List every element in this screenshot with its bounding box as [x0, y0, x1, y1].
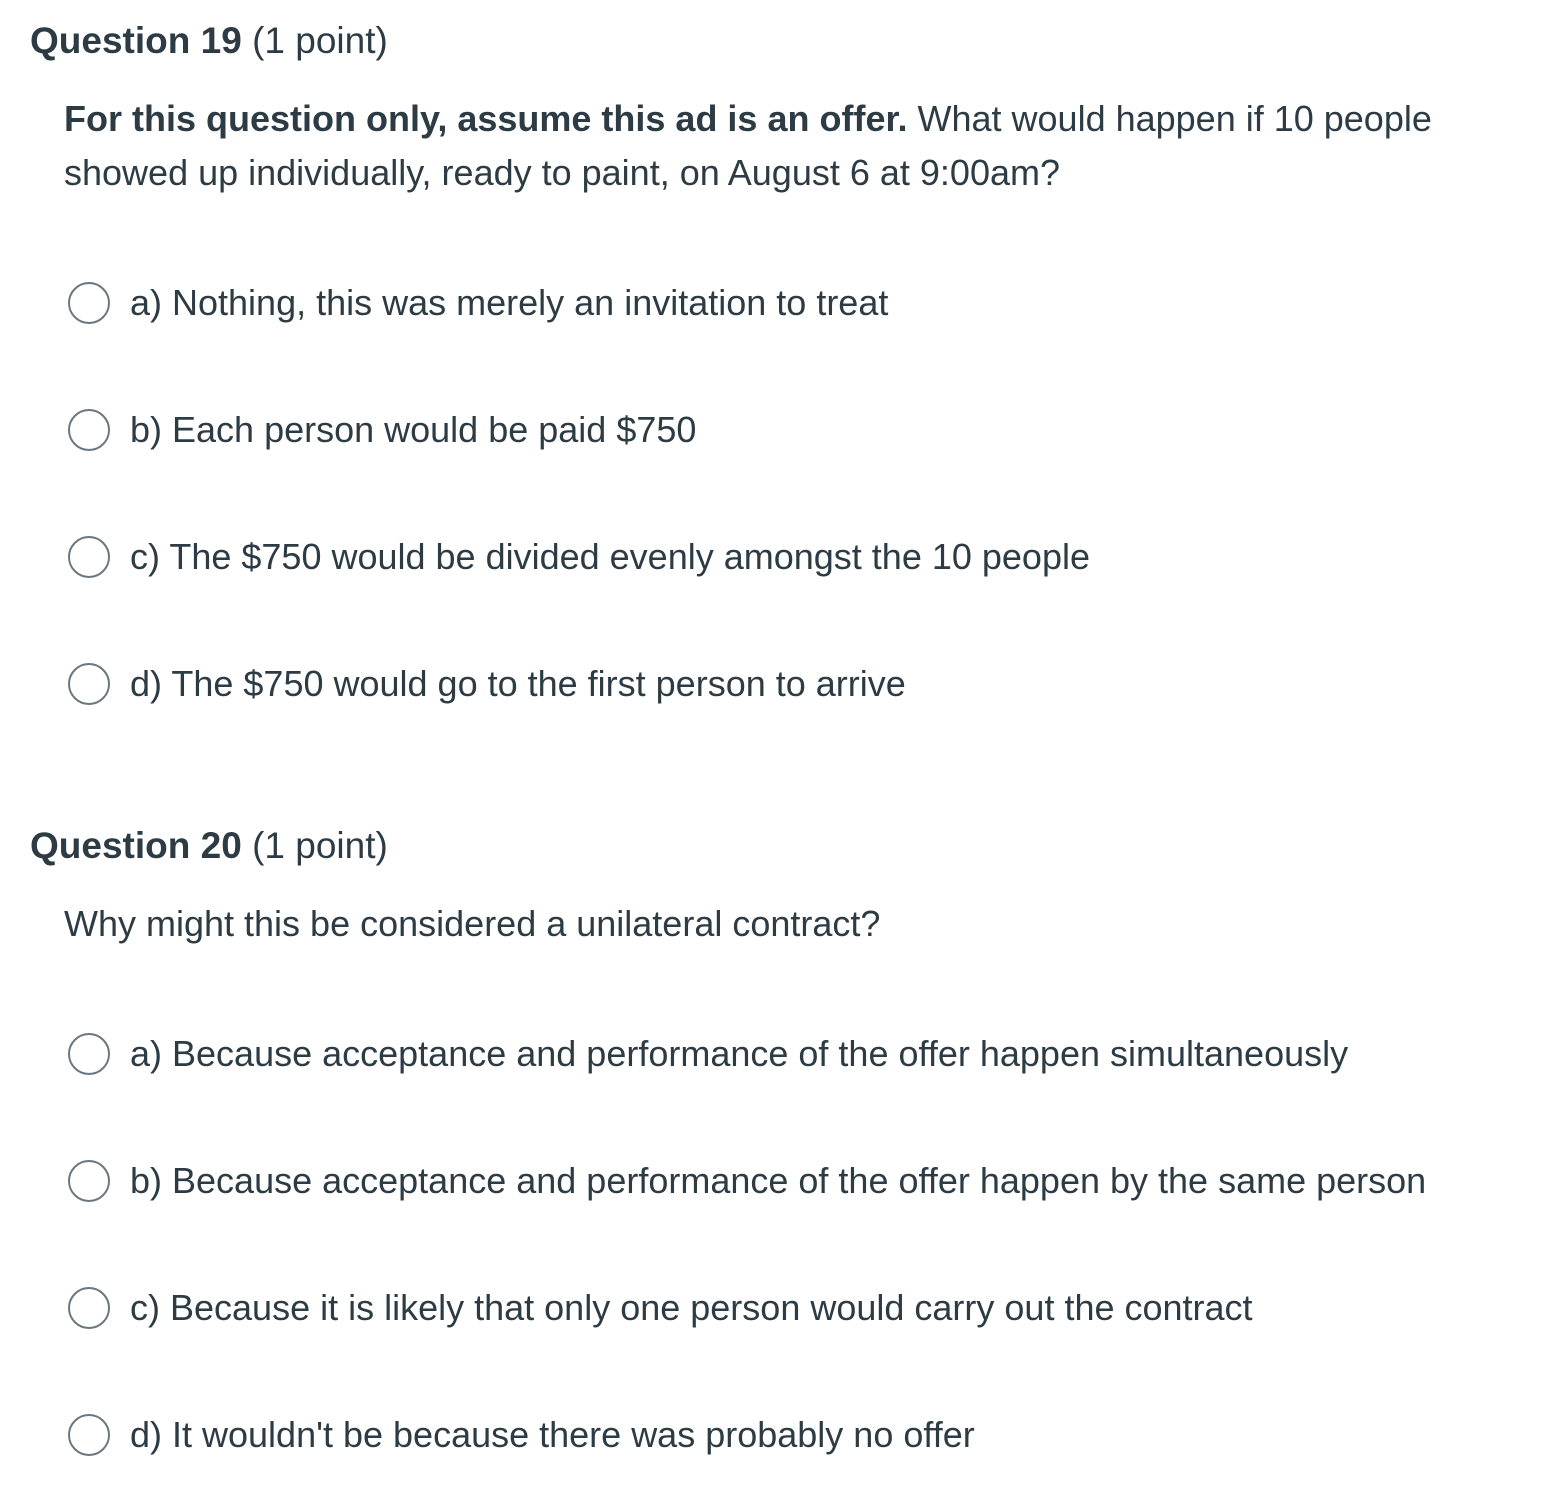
question-prompt: [64, 92, 1514, 200]
radio-button[interactable]: [68, 663, 110, 705]
question-prompt-emphasis: For this question only, assume this ad is an offer.: [64, 98, 908, 139]
radio-button[interactable]: [68, 282, 110, 324]
radio-button[interactable]: [68, 536, 110, 578]
question-header: [30, 823, 388, 869]
answer-option-label[interactable]: b) Because acceptance and performance of the offer happen by the same person: [130, 1160, 1427, 1201]
answer-option-b[interactable]: [68, 405, 696, 455]
question-title: Question 20: [30, 825, 242, 866]
answer-option-c[interactable]: [68, 1283, 1253, 1333]
question-prompt-text: What would happen if 10 people showed up individually, ready to paint, on August 6 at 9:00am?: [64, 98, 1432, 193]
question-prompt: [64, 897, 1514, 951]
answer-option-label[interactable]: a) Nothing, this was merely an invitation to treat: [130, 282, 889, 323]
answer-option-a[interactable]: [68, 1029, 1348, 1079]
answer-option-a[interactable]: [68, 278, 888, 328]
answer-option-d[interactable]: [68, 659, 906, 709]
radio-button[interactable]: [68, 1414, 110, 1456]
answer-option-label[interactable]: b) Each person would be paid $750: [130, 409, 697, 450]
radio-button[interactable]: [68, 409, 110, 451]
question-points: (1 point): [252, 825, 388, 866]
answer-option-label[interactable]: d) It wouldn't be because there was probably no offer: [130, 1414, 975, 1455]
radio-button[interactable]: [68, 1160, 110, 1202]
radio-button[interactable]: [68, 1033, 110, 1075]
radio-button[interactable]: [68, 1287, 110, 1329]
answer-option-label[interactable]: c) Because it is likely that only one person would carry out the contract: [130, 1287, 1253, 1328]
question-prompt-text: Why might this be considered a unilateral contract?: [64, 903, 881, 944]
answer-option-label[interactable]: c) The $750 would be divided evenly amongst the 10 people: [130, 536, 1090, 577]
answer-option-d[interactable]: [68, 1410, 975, 1460]
question-points: (1 point): [252, 20, 388, 61]
answer-option-b[interactable]: [68, 1156, 1426, 1206]
question-header: [30, 18, 388, 64]
answer-option-label[interactable]: d) The $750 would go to the first person to arrive: [130, 663, 906, 704]
question-title: Question 19: [30, 20, 242, 61]
answer-option-c[interactable]: [68, 532, 1090, 582]
answer-option-label[interactable]: a) Because acceptance and performance of the offer happen simultaneously: [130, 1033, 1349, 1074]
